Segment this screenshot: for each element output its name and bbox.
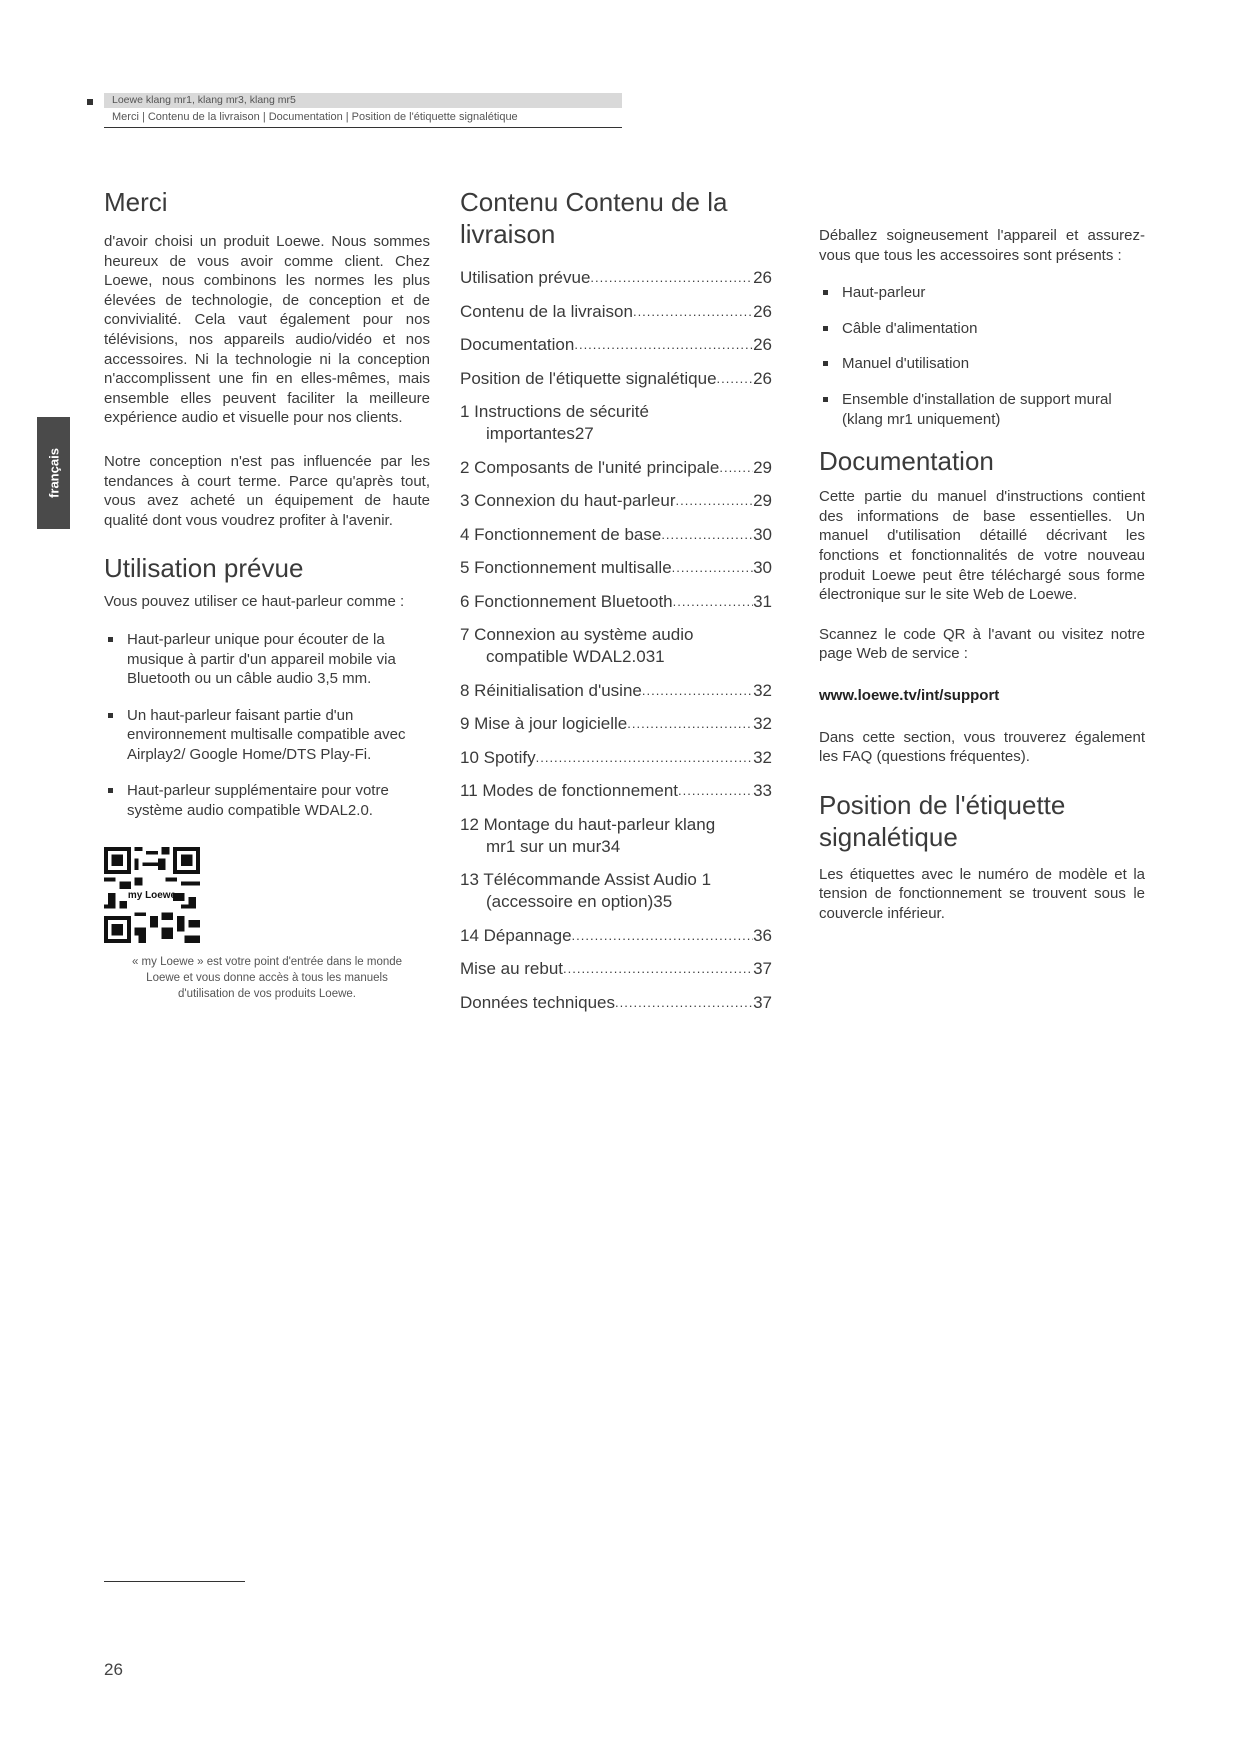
toc-page: 31: [645, 647, 665, 666]
list-item: Haut-parleur supplémentaire pour votre système audio compatible WDAL2.0.: [104, 781, 430, 820]
utilisation-list: [104, 630, 430, 821]
toc-page: 32: [753, 714, 772, 733]
toc-dots: [642, 680, 753, 702]
qr-caption: « my Loewe » est votre point d'entrée dans le monde Loewe et vous donne accès à tous les manuels d'utilisation de vos produits Loewe.: [131, 955, 403, 1000]
page-number: 26: [104, 1660, 123, 1679]
toc-dots: [536, 747, 753, 769]
column-middle: [460, 186, 772, 1025]
toc-entry-title: 6 Fonctionnement Bluetooth: [460, 591, 673, 611]
toc-entry[interactable]: [460, 925, 772, 947]
toc-page: 29: [753, 491, 772, 510]
documentation-paragraph-2: Scannez le code QR à l'avant ou visitez notre page Web de service :: [819, 625, 1145, 663]
language-tab-label: français: [46, 448, 61, 498]
toc-entry[interactable]: [460, 334, 772, 356]
livraison-list: [819, 283, 1145, 429]
toc-page: 30: [753, 524, 772, 544]
toc-dots: [717, 368, 754, 390]
toc-page: 27: [574, 424, 594, 443]
toc-entry-title: 10 Spotify: [460, 747, 536, 767]
merci-title: Merci: [104, 187, 168, 217]
toc-entry[interactable]: [460, 869, 772, 913]
toc-entry[interactable]: [460, 524, 772, 546]
language-tab: [37, 417, 70, 529]
toc-entry[interactable]: [460, 747, 772, 769]
toc-entry-title: Utilisation prévue: [460, 268, 591, 287]
toc-dots: [615, 992, 753, 1014]
toc-entry-title: Données techniques: [460, 992, 616, 1012]
toc-entry-title: Documentation: [460, 335, 575, 354]
header-product: Loewe klang mr1, klang mr3, klang mr5: [104, 93, 622, 108]
toc-entry[interactable]: [460, 780, 772, 802]
toc-entry[interactable]: [460, 557, 772, 579]
toc-entry-title: 2 Composants de l'unité principale: [460, 457, 720, 477]
toc-entry-title-cont: (accessoire en option): [486, 892, 654, 911]
documentation-title: Documentation: [819, 446, 994, 477]
header-bullet: [87, 99, 93, 105]
list-item: Un haut-parleur faisant partie d'un environnement multisalle compatible avec Airplay2/ Google Home/DTS Play-Fi.: [104, 706, 430, 765]
toc-page: 35: [653, 892, 673, 911]
toc-entry[interactable]: [460, 713, 772, 735]
toc-entry-title: Contenu de la livraison: [460, 301, 633, 321]
list-item: Ensemble d'installation de support mural (klang mr1 uniquement): [819, 390, 1145, 429]
qr-label: my Loewe: [127, 889, 177, 901]
toc-page: 26: [753, 301, 772, 321]
toc-page: 36: [753, 925, 772, 945]
toc-entry[interactable]: [460, 814, 772, 858]
list-item: Manuel d'utilisation: [819, 354, 1145, 374]
toc-entry[interactable]: [460, 401, 772, 445]
toc-entry-title: Mise au rebut: [460, 959, 563, 978]
position-title: Position de l'étiquette signalétique: [819, 789, 1066, 852]
toc-dots: [633, 301, 753, 323]
toc-entry-title: 7 Connexion au système audio: [460, 625, 694, 644]
toc-page: 32: [753, 680, 772, 700]
toc-entry[interactable]: [460, 490, 772, 512]
toc-page: 26: [753, 335, 772, 354]
toc-page: 33: [753, 781, 772, 800]
toc-entry-title: 1 Instructions de sécurité: [460, 402, 649, 421]
toc-entry-title: 12 Montage du haut-parleur klang: [460, 814, 716, 834]
toc-entry[interactable]: [460, 992, 772, 1014]
toc-page: 34: [601, 836, 621, 856]
toc-entry[interactable]: [460, 624, 772, 668]
list-item: Haut-parleur: [819, 283, 1145, 303]
livraison-intro: Déballez soigneusement l'appareil et assurez-vous que tous les accessoires sont présents :: [819, 227, 1145, 264]
toc-page: 31: [753, 591, 772, 611]
toc-entry-title: 11 Modes de fonctionnement: [460, 781, 678, 800]
support-link[interactable]: [819, 686, 1145, 706]
toc-page: 26: [753, 268, 772, 287]
documentation-paragraph-1: Cette partie du manuel d'instructions contient des informations de base essentielles. Un manuel d'utilisation détaillé décrivant les fonctions et fonctionnalités de votre nouveau produit Loewe peut être téléchargé sous forme électronique sur le site Web de Loewe.: [819, 488, 1145, 604]
toc-page: 37: [753, 992, 772, 1012]
toc-page: 32: [753, 747, 772, 767]
toc-title: Contenu Contenu de la livraison: [460, 187, 728, 249]
toc-entry-title-cont: mr1 sur un mur: [486, 836, 602, 856]
toc-dots: [563, 958, 753, 980]
documentation-paragraph-3: Dans cette section, vous trouverez également les FAQ (questions fréquentes).: [819, 728, 1145, 766]
toc-entry-title: 5 Fonctionnement multisalle: [460, 558, 672, 577]
toc-dots: [590, 267, 753, 289]
toc-dots: [719, 457, 753, 479]
toc-entry[interactable]: [460, 591, 772, 613]
toc-page: 26: [753, 368, 772, 388]
toc-page: 29: [753, 457, 772, 477]
toc-dots: [678, 780, 753, 802]
toc-dots: [675, 490, 753, 512]
column-right: [819, 226, 1145, 923]
toc-dots: [672, 557, 753, 579]
toc-dots: [673, 591, 753, 613]
toc-entry[interactable]: [460, 267, 772, 289]
utilisation-intro: Vous pouvez utiliser ce haut-parleur comme :: [104, 593, 405, 611]
toc-entry-title: 3 Connexion du haut-parleur: [460, 491, 676, 510]
toc-entry-title: 8 Réinitialisation d'usine: [460, 680, 642, 700]
merci-paragraph-1: d'avoir choisi un produit Loewe. Nous sommes heureux de vous avoir comme client. Chez Loewe, nous combinons les normes les plus élevées de technologie, de conception et de convivialité. Cela vaut également pour nos télévisions, nos appareils audio/vidéo et nos accessoires. Ni la technologie ni la conception n'accomplissent une fin en elles-mêmes, mais ensemble elles peuvent faciliter la meilleure expérience audio et visuelle pour nos clients.: [104, 233, 430, 427]
toc-entry-title: 4 Fonctionnement de base: [460, 524, 662, 544]
utilisation-title: Utilisation prévue: [104, 553, 304, 584]
toc-entry-title: 9 Mise à jour logicielle: [460, 714, 628, 733]
list-item: Câble d'alimentation: [819, 319, 1145, 339]
qr-code: [104, 847, 200, 943]
header-breadcrumb: Merci | Contenu de la livraison | Documentation | Position de l'étiquette signalétique: [104, 111, 622, 128]
toc-dots: [572, 925, 754, 947]
position-paragraph: Les étiquettes avec le numéro de modèle et la tension de fonctionnement se trouvent sous le couvercle inférieur.: [819, 865, 1145, 922]
toc-entry[interactable]: [460, 457, 772, 479]
column-left: [104, 186, 430, 1002]
merci-paragraph-2: Notre conception n'est pas influencée par les tendances à court terme. Parce qu'après tout, vous avez acheté un équipement de haute qualité dont vous voudrez profiter à l'avenir.: [104, 452, 430, 529]
toc-entry[interactable]: [460, 301, 772, 323]
table-of-contents: [460, 267, 772, 1014]
toc-entry[interactable]: [460, 368, 772, 390]
toc-page: 30: [753, 558, 772, 577]
toc-dots: [574, 334, 753, 356]
toc-entry-title-cont: importantes: [486, 424, 575, 443]
toc-dots: [627, 713, 753, 735]
toc-entry-title: 13 Télécommande Assist Audio 1: [460, 870, 712, 889]
toc-entry-title: 14 Dépannage: [460, 925, 572, 945]
qr-block: [104, 847, 430, 1002]
toc-entry[interactable]: [460, 680, 772, 702]
toc-page: 37: [753, 959, 772, 978]
footnote-separator: [104, 1581, 245, 1582]
toc-dots: [661, 524, 753, 546]
toc-entry-title: Position de l'étiquette signalétique: [460, 368, 717, 388]
list-item: Haut-parleur unique pour écouter de la musique à partir d'un appareil mobile via Bluetooth ou un câble audio 3,5 mm.: [104, 630, 430, 689]
toc-entry[interactable]: [460, 958, 772, 980]
toc-entry-title-cont: compatible WDAL2.0: [486, 647, 646, 666]
support-link-text[interactable]: www.loewe.tv/int/support: [819, 686, 1000, 704]
